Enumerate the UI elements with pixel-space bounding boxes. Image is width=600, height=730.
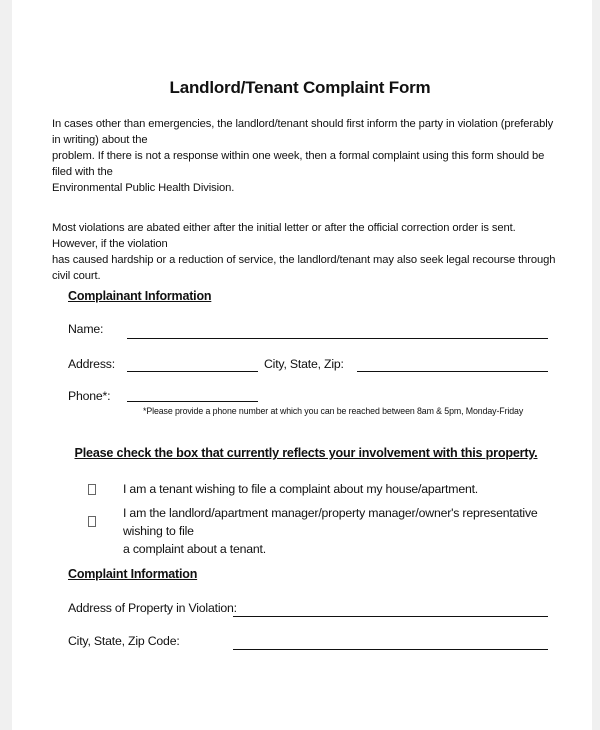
complainant-heading: Complainant Information: [68, 289, 212, 303]
landlord-checkbox[interactable]: [88, 516, 96, 527]
city-state-zip-label: City, State, Zip:: [264, 357, 344, 371]
property-address-field[interactable]: [233, 616, 548, 617]
landlord-option-line: a complaint about a tenant.: [123, 542, 266, 556]
phone-note: *Please provide a phone number at which you can be reached between 8am & 5pm, Monday-Friday: [143, 406, 524, 416]
address-field[interactable]: [127, 371, 258, 372]
intro-line: Environmental Public Health Division.: [52, 182, 235, 194]
intro-line: problem. If there is not a response within one week, then a formal complaint using this form should be filed with the: [52, 150, 545, 178]
landlord-option-line: I am the landlord/apartment manager/property manager/owner's representative wishing to file: [123, 506, 538, 538]
property-city-label: City, State, Zip Code:: [68, 634, 180, 648]
complaint-heading: Complaint Information: [68, 567, 198, 581]
phone-field[interactable]: [127, 401, 258, 402]
form-title: Landlord/Tenant Complaint Form: [169, 78, 431, 97]
name-label: Name:: [68, 322, 104, 336]
name-field[interactable]: [127, 338, 548, 339]
property-city-field[interactable]: [233, 649, 548, 650]
address-label: Address:: [68, 357, 115, 371]
page-margin-left: [0, 0, 12, 730]
city-state-zip-field[interactable]: [357, 371, 548, 372]
intro-paragraph: [52, 116, 562, 196]
involvement-instruction: Please check the box that currently reflects your involvement with this property.: [74, 446, 538, 460]
property-address-label: Address of Property in Violation:: [68, 601, 237, 615]
page-margin-right: [592, 0, 600, 730]
tenant-checkbox[interactable]: [88, 484, 96, 495]
violations-line: Most violations are abated either after the initial letter or after the official correction order is sent. However, if the violation: [52, 222, 516, 250]
violations-paragraph: [52, 220, 562, 284]
violations-line: has caused hardship or a reduction of service, the landlord/tenant may also seek legal recourse through civil court.: [52, 254, 556, 282]
landlord-option-label: [123, 504, 553, 558]
phone-label: Phone*:: [68, 389, 111, 403]
tenant-option-label: I am a tenant wishing to file a complaint about my house/apartment.: [123, 482, 479, 496]
intro-line: In cases other than emergencies, the landlord/tenant should first inform the party in violation (preferably in writing) about the: [52, 118, 554, 146]
